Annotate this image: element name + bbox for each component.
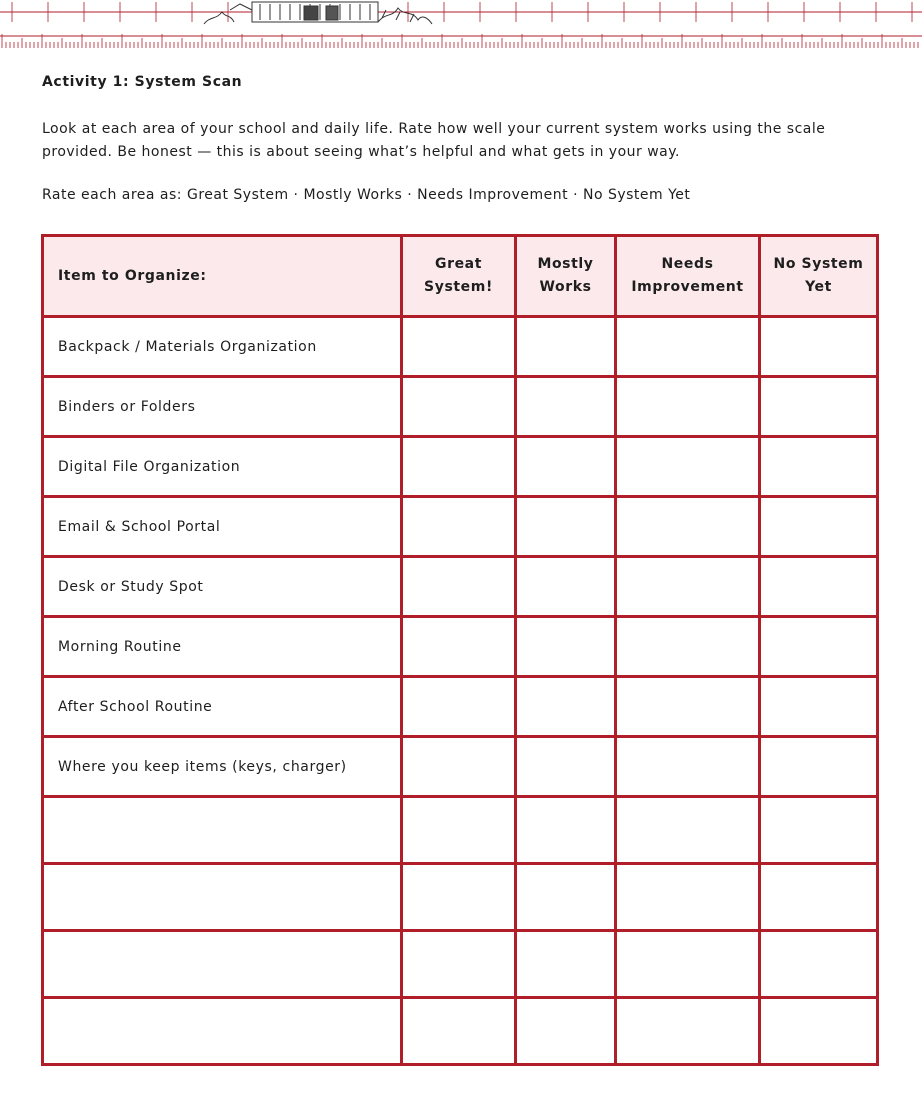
item-cell: Desk or Study Spot [43,557,402,617]
rating-cell-no-system-yet[interactable] [760,797,878,864]
item-cell [43,931,402,998]
rating-cell-great-system[interactable] [402,737,516,797]
table-row [43,998,878,1065]
table-row [43,497,878,557]
table-row [43,864,878,931]
rating-cell-mostly-works[interactable] [516,557,616,617]
rating-cell-no-system-yet[interactable] [760,317,878,377]
table-row [43,437,878,497]
activity-title: Activity 1: System Scan [42,74,243,90]
table-row [43,317,878,377]
header-mostly-works: Mostly Works [516,236,616,317]
rating-cell-mostly-works[interactable] [516,797,616,864]
table-row [43,931,878,998]
table-row [43,617,878,677]
rating-cell-great-system[interactable] [402,864,516,931]
header-no-system-yet: No System Yet [760,236,878,317]
system-scan-table [41,234,879,1066]
rating-cell-mostly-works[interactable] [516,737,616,797]
rating-cell-no-system-yet[interactable] [760,377,878,437]
rating-cell-needs-improvement[interactable] [616,437,760,497]
item-cell: Digital File Organization [43,437,402,497]
rating-cell-great-system[interactable] [402,998,516,1065]
rating-cell-great-system[interactable] [402,931,516,998]
rating-cell-mostly-works[interactable] [516,497,616,557]
item-cell: Backpack / Materials Organization [43,317,402,377]
item-cell: Morning Routine [43,617,402,677]
rating-cell-mostly-works[interactable] [516,931,616,998]
rating-cell-great-system[interactable] [402,617,516,677]
table-row [43,557,878,617]
rating-cell-needs-improvement[interactable] [616,864,760,931]
rating-cell-needs-improvement[interactable] [616,317,760,377]
rating-cell-mostly-works[interactable] [516,677,616,737]
header-great-system: Great System! [402,236,516,317]
rating-cell-needs-improvement[interactable] [616,377,760,437]
table-row [43,797,878,864]
rating-cell-mostly-works[interactable] [516,317,616,377]
header-needs-improvement: Needs Improvement [616,236,760,317]
rating-cell-needs-improvement[interactable] [616,931,760,998]
item-cell: Email & School Portal [43,497,402,557]
rating-cell-needs-improvement[interactable] [616,737,760,797]
school-sketch-illustration [200,0,436,26]
header-item-to-organize: Item to Organize: [43,236,402,317]
rating-cell-no-system-yet[interactable] [760,737,878,797]
table-body [43,317,878,1065]
table-row [43,677,878,737]
table-row [43,377,878,437]
item-cell: Binders or Folders [43,377,402,437]
rating-cell-great-system[interactable] [402,317,516,377]
item-cell: After School Routine [43,677,402,737]
rating-cell-great-system[interactable] [402,797,516,864]
rating-cell-needs-improvement[interactable] [616,557,760,617]
rating-cell-great-system[interactable] [402,497,516,557]
rating-scale-line: Rate each area as: Great System · Mostly Works · Needs Improvement · No System Yet [42,187,691,203]
rating-cell-needs-improvement[interactable] [616,677,760,737]
rating-cell-no-system-yet[interactable] [760,617,878,677]
rating-cell-no-system-yet[interactable] [760,931,878,998]
rating-cell-no-system-yet[interactable] [760,677,878,737]
rating-cell-great-system[interactable] [402,437,516,497]
rating-cell-mostly-works[interactable] [516,377,616,437]
rating-cell-no-system-yet[interactable] [760,864,878,931]
rating-cell-great-system[interactable] [402,377,516,437]
table-row [43,737,878,797]
ruler-graphic [0,0,922,56]
rating-cell-mostly-works[interactable] [516,437,616,497]
rating-cell-needs-improvement[interactable] [616,998,760,1065]
rating-cell-great-system[interactable] [402,557,516,617]
table-header-row [43,236,878,317]
item-cell [43,998,402,1065]
rating-cell-needs-improvement[interactable] [616,617,760,677]
item-cell [43,864,402,931]
rating-cell-no-system-yet[interactable] [760,998,878,1065]
rating-cell-mostly-works[interactable] [516,864,616,931]
rating-cell-mostly-works[interactable] [516,998,616,1065]
rating-cell-mostly-works[interactable] [516,617,616,677]
rating-cell-no-system-yet[interactable] [760,497,878,557]
rating-cell-needs-improvement[interactable] [616,797,760,864]
item-cell [43,797,402,864]
ruler-header [0,0,922,56]
rating-cell-no-system-yet[interactable] [760,437,878,497]
rating-cell-no-system-yet[interactable] [760,557,878,617]
item-cell: Where you keep items (keys, charger) [43,737,402,797]
rating-cell-great-system[interactable] [402,677,516,737]
instructions-paragraph: Look at each area of your school and daily life. Rate how well your current system works using the scale provided. Be honest — this is about seeing what’s helpful and what gets in your way. [42,121,826,160]
rating-cell-needs-improvement[interactable] [616,497,760,557]
